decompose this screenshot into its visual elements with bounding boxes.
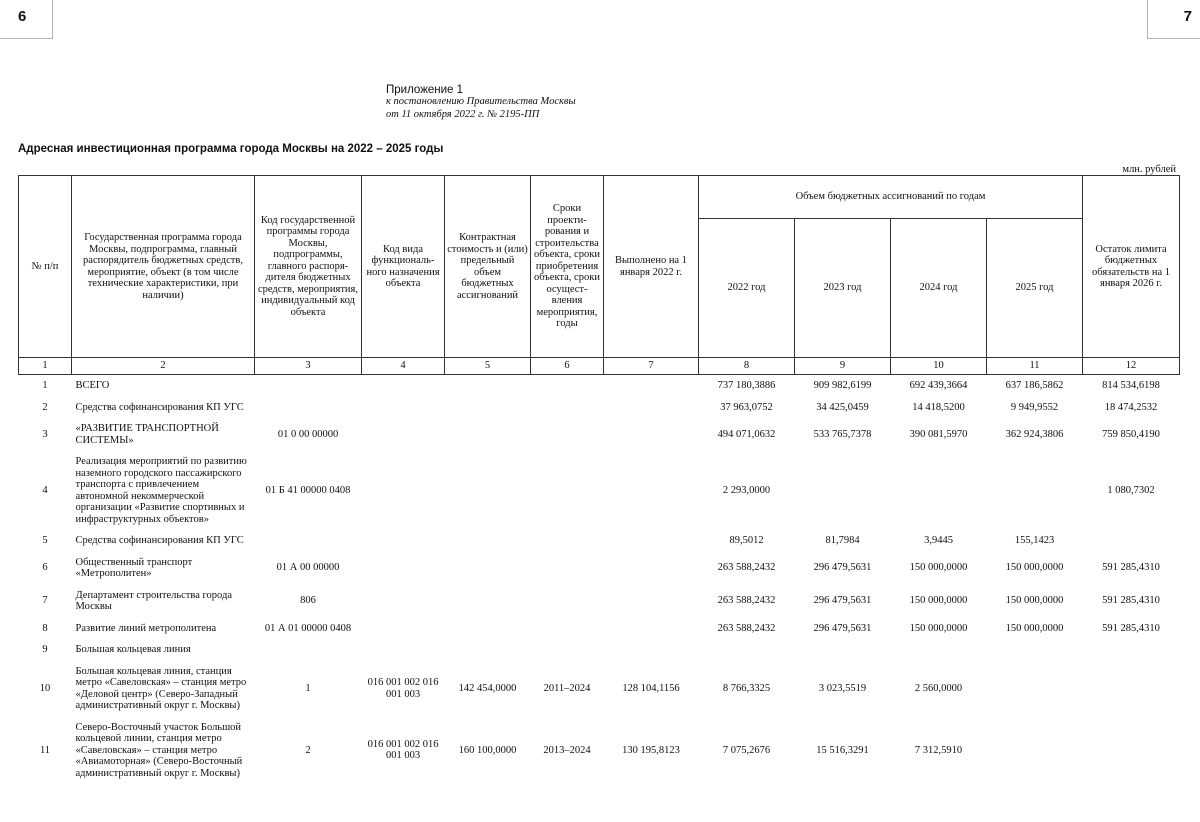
appendix-block bbox=[386, 84, 576, 121]
program-code: 01 А 01 00000 0408 bbox=[264, 622, 352, 634]
function-code bbox=[362, 618, 445, 640]
column-number: 4 bbox=[362, 358, 445, 375]
program-code bbox=[255, 397, 362, 419]
function-code bbox=[362, 530, 445, 552]
item-name: Развитие линий метрополитена bbox=[75, 622, 217, 634]
done-amount bbox=[604, 585, 699, 618]
row-number: 1 bbox=[42, 380, 48, 391]
terms bbox=[531, 397, 604, 419]
page-number-right-text: 7 bbox=[1183, 8, 1192, 25]
terms bbox=[531, 639, 604, 661]
item-name: Средства софинансирования КП УГС bbox=[75, 535, 244, 546]
header-budget-group: Объем бюджетных ассигнований по годам bbox=[699, 176, 1083, 219]
remaining-limit: 759 850,4190 bbox=[1102, 428, 1160, 440]
row-number: 5 bbox=[42, 535, 48, 546]
function-code bbox=[362, 375, 445, 397]
amount-2022: 263 588,2432 bbox=[717, 595, 776, 607]
column-number: 1 bbox=[19, 358, 72, 375]
amount-2023: 15 516,3291 bbox=[816, 744, 869, 756]
document-title: Адресная инвестиционная программа города Москвы на 2022 – 2025 годы bbox=[18, 143, 444, 155]
remaining-limit bbox=[1083, 661, 1180, 717]
program-code: 806 bbox=[300, 595, 316, 607]
page-number-left bbox=[0, 0, 53, 39]
table-row bbox=[19, 717, 1180, 785]
done-amount bbox=[604, 375, 699, 397]
header-function-code: Код вида функционального назначения объекта bbox=[362, 176, 445, 358]
terms: 2011–2024 bbox=[543, 682, 591, 694]
program-code: 2 bbox=[305, 744, 311, 756]
column-number: 5 bbox=[445, 358, 531, 375]
amount-2024: 150 000,0000 bbox=[909, 562, 968, 574]
program-code bbox=[255, 530, 362, 552]
amount-2022: 494 071,0632 bbox=[717, 428, 776, 440]
header-done: Выполнено на 1 января 2022 г. bbox=[604, 176, 699, 358]
amount-2024: 3,9445 bbox=[924, 535, 953, 546]
column-number: 8 bbox=[699, 358, 795, 375]
done-amount bbox=[604, 552, 699, 585]
terms bbox=[531, 375, 604, 397]
done-amount bbox=[604, 451, 699, 530]
terms bbox=[531, 552, 604, 585]
amount-2023: 296 479,5631 bbox=[813, 562, 872, 574]
contract-cost: 160 100,0000 bbox=[458, 744, 517, 756]
amount-2024: 150 000,0000 bbox=[909, 622, 968, 634]
amount-2024 bbox=[891, 451, 987, 530]
item-name: Большая кольцевая линия bbox=[75, 644, 191, 655]
remaining-limit: 591 285,4310 bbox=[1102, 562, 1160, 574]
column-number: 6 bbox=[531, 358, 604, 375]
remaining-limit: 1 080,7302 bbox=[1107, 484, 1155, 496]
function-code bbox=[362, 585, 445, 618]
header-remaining-limit: Остаток лимита бюджетных обязательств на 1 января 2026 г. bbox=[1083, 176, 1180, 358]
header-year-2022: 2022 год bbox=[699, 219, 795, 358]
terms bbox=[531, 618, 604, 640]
remaining-limit bbox=[1083, 717, 1180, 785]
header-code: Код государственной программы города Москвы, подпрограммы, главного распорядителя бюджетных средств, мероприятия, индивидуальный код объекта bbox=[255, 176, 362, 358]
row-number: 3 bbox=[42, 428, 48, 440]
amount-2022: 263 588,2432 bbox=[717, 622, 776, 634]
amount-2025: 150 000,0000 bbox=[1005, 622, 1064, 634]
contract-cost bbox=[445, 618, 531, 640]
appendix-title: Приложение 1 bbox=[386, 84, 464, 96]
table-row bbox=[19, 585, 1180, 618]
program-code: 01 А 00 00000 bbox=[276, 562, 340, 574]
amount-2022: 8 766,3325 bbox=[722, 682, 771, 694]
page-number-right bbox=[1147, 0, 1200, 39]
column-number: 12 bbox=[1083, 358, 1180, 375]
amount-2025 bbox=[987, 717, 1083, 785]
done-amount bbox=[604, 618, 699, 640]
amount-2024: 150 000,0000 bbox=[909, 595, 968, 607]
table-row bbox=[19, 552, 1180, 585]
contract-cost bbox=[445, 585, 531, 618]
table-row bbox=[19, 618, 1180, 640]
contract-cost bbox=[445, 375, 531, 397]
program-code: 1 bbox=[305, 682, 311, 694]
row-number: 6 bbox=[42, 562, 48, 574]
row-number: 10 bbox=[39, 682, 51, 694]
appendix-line-1: к постановлению Правительства Москвы bbox=[386, 96, 576, 107]
table-row bbox=[19, 661, 1180, 717]
item-name: «РАЗВИТИЕ ТРАНСПОРТНОЙ СИСТЕМЫ» bbox=[75, 423, 219, 446]
item-name: Большая кольцевая линия, станция метро «Савеловская» – станция метро «Деловой центр» (Северо-Западный административный округ г. Москвы) bbox=[75, 665, 247, 711]
amount-2025 bbox=[987, 661, 1083, 717]
amount-2025: 9 949,9552 bbox=[1010, 401, 1059, 413]
done-amount bbox=[604, 530, 699, 552]
contract-cost: 142 454,0000 bbox=[458, 682, 517, 694]
amount-2025 bbox=[987, 451, 1083, 530]
done-amount bbox=[604, 397, 699, 419]
item-name: Общественный транспорт «Метрополитен» bbox=[75, 556, 193, 579]
amount-2023: 81,7984 bbox=[825, 535, 860, 546]
amount-2023: 296 479,5631 bbox=[813, 595, 872, 607]
amount-2025: 150 000,0000 bbox=[1005, 562, 1064, 574]
item-name: Северо-Восточный участок Большой кольцевой линии, станция метро «Савеловская» – станция метро «Авиамоторная» (Северо-Восточный административный округ г. Москвы) bbox=[75, 721, 243, 779]
terms bbox=[531, 585, 604, 618]
contract-cost bbox=[445, 397, 531, 419]
remaining-limit: 591 285,4310 bbox=[1102, 595, 1160, 607]
remaining-limit bbox=[1083, 639, 1180, 661]
investment-program-table bbox=[18, 175, 1180, 784]
item-name: ВСЕГО bbox=[75, 380, 110, 391]
remaining-limit bbox=[1083, 530, 1180, 552]
amount-2023: 34 425,0459 bbox=[816, 401, 869, 413]
column-number: 11 bbox=[987, 358, 1083, 375]
units-label: млн. рублей bbox=[1122, 164, 1176, 175]
header-program: Государственная программа города Москвы, подпрограмма, главный распорядитель бюджетных средств, мероприятие, объект (в том числе технические характеристики, при наличии) bbox=[72, 176, 255, 358]
row-number: 7 bbox=[42, 595, 48, 607]
amount-2023: 296 479,5631 bbox=[813, 622, 872, 634]
terms bbox=[531, 530, 604, 552]
amount-2022 bbox=[699, 639, 795, 661]
header-contract-cost: Контрактная стоимость и (или) предельный объем бюджетных ассигнований bbox=[445, 176, 531, 358]
amount-2025 bbox=[987, 639, 1083, 661]
remaining-limit: 591 285,4310 bbox=[1102, 622, 1160, 634]
done-amount: 130 195,8123 bbox=[622, 744, 680, 756]
amount-2023: 909 982,6199 bbox=[813, 380, 872, 391]
amount-2022: 89,5012 bbox=[729, 535, 764, 546]
column-number: 10 bbox=[891, 358, 987, 375]
appendix-line-2: от 11 октября 2022 г. № 2195-ПП bbox=[386, 108, 540, 120]
amount-2022: 7 075,2676 bbox=[722, 744, 771, 756]
amount-2024: 692 439,3664 bbox=[909, 380, 968, 391]
amount-2023: 533 765,7378 bbox=[813, 428, 872, 440]
amount-2025: 362 924,3806 bbox=[1005, 428, 1064, 440]
program-code: 01 0 00 00000 bbox=[277, 428, 339, 440]
amount-2023 bbox=[795, 639, 891, 661]
amount-2024: 7 312,5910 bbox=[914, 744, 963, 756]
row-number: 8 bbox=[42, 622, 48, 634]
row-number: 2 bbox=[42, 401, 48, 413]
item-name: Реализация мероприятий по развитию наземного городского пассажирского транспорта с привлечением автономной некоммерческой организации «Развитие спортивных и инфраструктурных объектов» bbox=[75, 456, 247, 525]
remaining-limit: 814 534,6198 bbox=[1102, 380, 1160, 391]
amount-2025: 637 186,5862 bbox=[1005, 380, 1064, 391]
header-number: № п/п bbox=[19, 176, 72, 358]
amount-2023 bbox=[795, 451, 891, 530]
column-number: 7 bbox=[604, 358, 699, 375]
program-code bbox=[255, 375, 362, 397]
table-row bbox=[19, 375, 1180, 397]
terms bbox=[531, 451, 604, 530]
done-amount bbox=[604, 639, 699, 661]
column-number: 2 bbox=[72, 358, 255, 375]
header-year-2024: 2024 год bbox=[891, 219, 987, 358]
amount-2022: 263 588,2432 bbox=[717, 562, 776, 574]
table-row bbox=[19, 530, 1180, 552]
function-code: 016 001 002 016 001 003 bbox=[367, 738, 439, 762]
header-year-2023: 2023 год bbox=[795, 219, 891, 358]
amount-2022: 37 963,0752 bbox=[720, 401, 773, 413]
amount-2025: 150 000,0000 bbox=[1005, 595, 1064, 607]
program-code: 01 Б 41 00000 0408 bbox=[265, 484, 351, 496]
column-number: 3 bbox=[255, 358, 362, 375]
contract-cost bbox=[445, 639, 531, 661]
contract-cost bbox=[445, 418, 531, 451]
amount-2024: 2 560,0000 bbox=[914, 682, 963, 694]
column-number-row bbox=[19, 358, 1180, 375]
amount-2022: 737 180,3886 bbox=[717, 380, 776, 391]
row-number: 9 bbox=[42, 644, 48, 655]
contract-cost bbox=[445, 530, 531, 552]
table-row bbox=[19, 639, 1180, 661]
program-code bbox=[255, 639, 362, 661]
item-name: Департамент строительства города Москвы bbox=[75, 589, 232, 612]
amount-2024: 14 418,5200 bbox=[912, 401, 965, 413]
contract-cost bbox=[445, 552, 531, 585]
page-number-left-text: 6 bbox=[18, 8, 27, 25]
function-code: 016 001 002 016 001 003 bbox=[367, 677, 439, 700]
function-code bbox=[362, 397, 445, 419]
table-row bbox=[19, 397, 1180, 419]
terms: 2013–2024 bbox=[543, 744, 591, 756]
function-code bbox=[362, 418, 445, 451]
table-body bbox=[19, 375, 1180, 785]
remaining-limit: 18 474,2532 bbox=[1104, 401, 1158, 413]
function-code bbox=[362, 451, 445, 530]
amount-2023: 3 023,5519 bbox=[818, 682, 867, 694]
amount-2024 bbox=[891, 639, 987, 661]
header-year-2025: 2025 год bbox=[987, 219, 1083, 358]
function-code bbox=[362, 639, 445, 661]
amount-2022: 2 293,0000 bbox=[722, 484, 771, 496]
function-code bbox=[362, 552, 445, 585]
amount-2024: 390 081,5970 bbox=[909, 428, 968, 440]
amount-2025: 155,1423 bbox=[1014, 535, 1055, 546]
contract-cost bbox=[445, 451, 531, 530]
done-amount bbox=[604, 418, 699, 451]
item-name: Средства софинансирования КП УГС bbox=[75, 401, 244, 413]
table-header bbox=[19, 176, 1180, 375]
terms bbox=[531, 418, 604, 451]
done-amount: 128 104,1156 bbox=[622, 682, 680, 694]
header-terms: Сроки проектирования и строительства объекта, сроки приобретения объекта, сроки осуществления мероприятия, годы bbox=[531, 176, 604, 358]
table-row bbox=[19, 451, 1180, 530]
row-number: 11 bbox=[39, 744, 51, 756]
row-number: 4 bbox=[42, 484, 48, 496]
table-row bbox=[19, 418, 1180, 451]
column-number: 9 bbox=[795, 358, 891, 375]
